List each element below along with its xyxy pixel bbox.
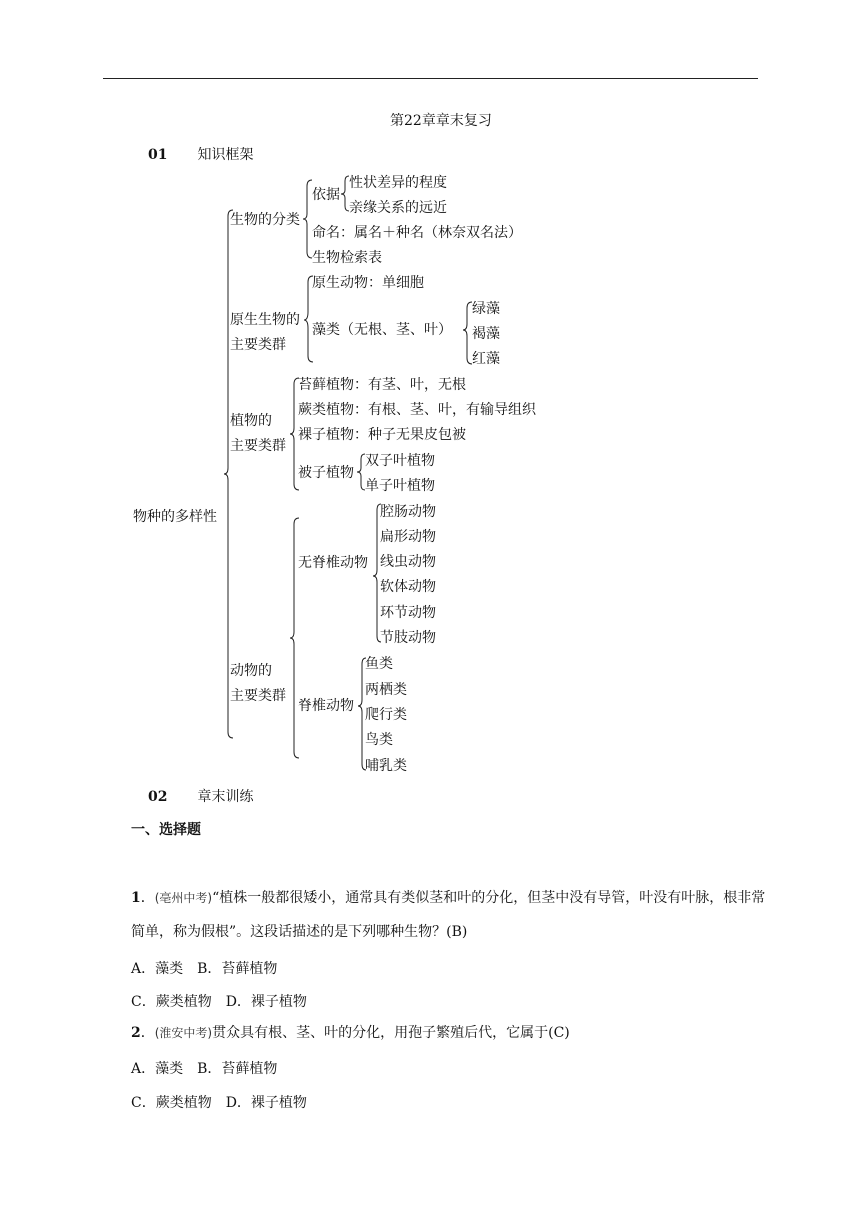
- fern-item: 蕨类植物：有根、茎、叶，有输导组织: [298, 402, 536, 418]
- question-1: 1．(亳州中考)“植株一般都很矮小，通常具有类似茎和叶的分化，但茎中没有导管，叶没有叶脉，根非常简单，称为假根”。这段话描述的是下列哪种生物？(B): [131, 890, 766, 940]
- vert-mammal: 哺乳类: [365, 758, 407, 774]
- invert-flatworm: 扁形动物: [380, 529, 436, 545]
- invert-nematode: 线虫动物: [380, 554, 436, 570]
- protist-label-line2: 主要类群: [230, 337, 286, 353]
- q1-options-row2: C．蕨类植物 D．裸子植物: [131, 994, 307, 1010]
- vert-amphibian: 两栖类: [365, 682, 407, 698]
- protist-label-line1: 原生生物的: [230, 312, 300, 328]
- section-knowledge-framework: [148, 148, 253, 162]
- angio-brace: [357, 454, 365, 490]
- section-number: 02: [148, 789, 168, 805]
- basis-item-kinship: 亲缘关系的远近: [349, 200, 447, 216]
- section-chapter-training: [148, 790, 253, 804]
- algae-item: 藻类（无根、茎、叶）: [312, 322, 452, 338]
- invert-arthropod: 节肢动物: [380, 630, 436, 646]
- animal-label-line2: 主要类群: [230, 688, 286, 704]
- basis-item-degree: 性状差异的程度: [349, 175, 447, 191]
- section-label: 章末训练: [197, 789, 254, 805]
- plant-label-line1: 植物的: [230, 413, 272, 429]
- part-heading: 一、选择题: [131, 822, 201, 838]
- invert-cnidaria: 腔肠动物: [380, 504, 436, 520]
- classify-label: 生物的分类: [230, 212, 300, 228]
- vert-bird: 鸟类: [365, 732, 393, 748]
- section-label: 知识框架: [197, 147, 254, 163]
- classify-brace: [303, 180, 312, 258]
- animal-brace: [290, 518, 299, 758]
- question-text: 贯众具有根、茎、叶的分化，用孢子繁殖后代，它属于(C): [212, 1025, 570, 1041]
- algae-brace: [463, 302, 472, 364]
- protozoa-item: 原生动物：单细胞: [312, 275, 424, 291]
- algae-green: 绿藻: [472, 301, 500, 317]
- animal-label-line1: 动物的: [230, 663, 272, 679]
- vert-fish: 鱼类: [365, 656, 393, 672]
- q2-options-row1: A．藻类 B．苔藓植物: [131, 1061, 278, 1077]
- algae-brown: 褐藻: [472, 326, 500, 342]
- question-source: (亳州中考): [154, 891, 213, 905]
- invert-mollusk: 软体动物: [380, 579, 436, 595]
- dicot-item: 双子叶植物: [365, 453, 435, 469]
- page-title: 第22章章末复习: [390, 113, 492, 129]
- tree-root: 物种的多样性: [133, 509, 217, 525]
- question-number: 1: [131, 890, 141, 906]
- question-2: 2．(淮安中考)贯众具有根、茎、叶的分化，用孢子繁殖后代，它属于(C): [131, 1025, 570, 1041]
- moss-item: 苔藓植物：有茎、叶，无根: [298, 377, 466, 393]
- root-brace: [224, 210, 233, 738]
- algae-red: 红藻: [472, 351, 500, 367]
- gymnosperm-item: 裸子植物：种子无果皮包被: [298, 427, 466, 443]
- header-rule: [103, 78, 758, 79]
- vertebrate-label: 脊椎动物: [298, 698, 354, 714]
- question-number: 2: [131, 1025, 141, 1041]
- basis-brace: [341, 176, 349, 211]
- q1-options-row1: A．藻类 B．苔藓植物: [131, 961, 278, 977]
- section-number: 01: [148, 147, 168, 163]
- plant-label-line2: 主要类群: [230, 438, 286, 454]
- question-source: (淮安中考): [154, 1026, 213, 1040]
- invertebrate-label: 无脊椎动物: [298, 555, 368, 571]
- invert-annelid: 环节动物: [380, 605, 436, 621]
- basis-label: 依据: [312, 187, 340, 203]
- naming-rule: 命名：属名＋种名（林奈双名法）: [312, 225, 522, 241]
- q2-options-row2: C．蕨类植物 D．裸子植物: [131, 1095, 307, 1111]
- question-text: “植株一般都很矮小，通常具有类似茎和叶的分化，但茎中没有导管，叶没有叶脉，根非常简单，称为假根”。这段话描述的是下列哪种生物？(B): [131, 890, 766, 940]
- identification-key: 生物检索表: [312, 250, 382, 266]
- invert-brace: [373, 504, 381, 642]
- vert-reptile: 爬行类: [365, 707, 407, 723]
- monocot-item: 单子叶植物: [365, 478, 435, 494]
- angiosperm-item: 被子植物: [298, 465, 354, 481]
